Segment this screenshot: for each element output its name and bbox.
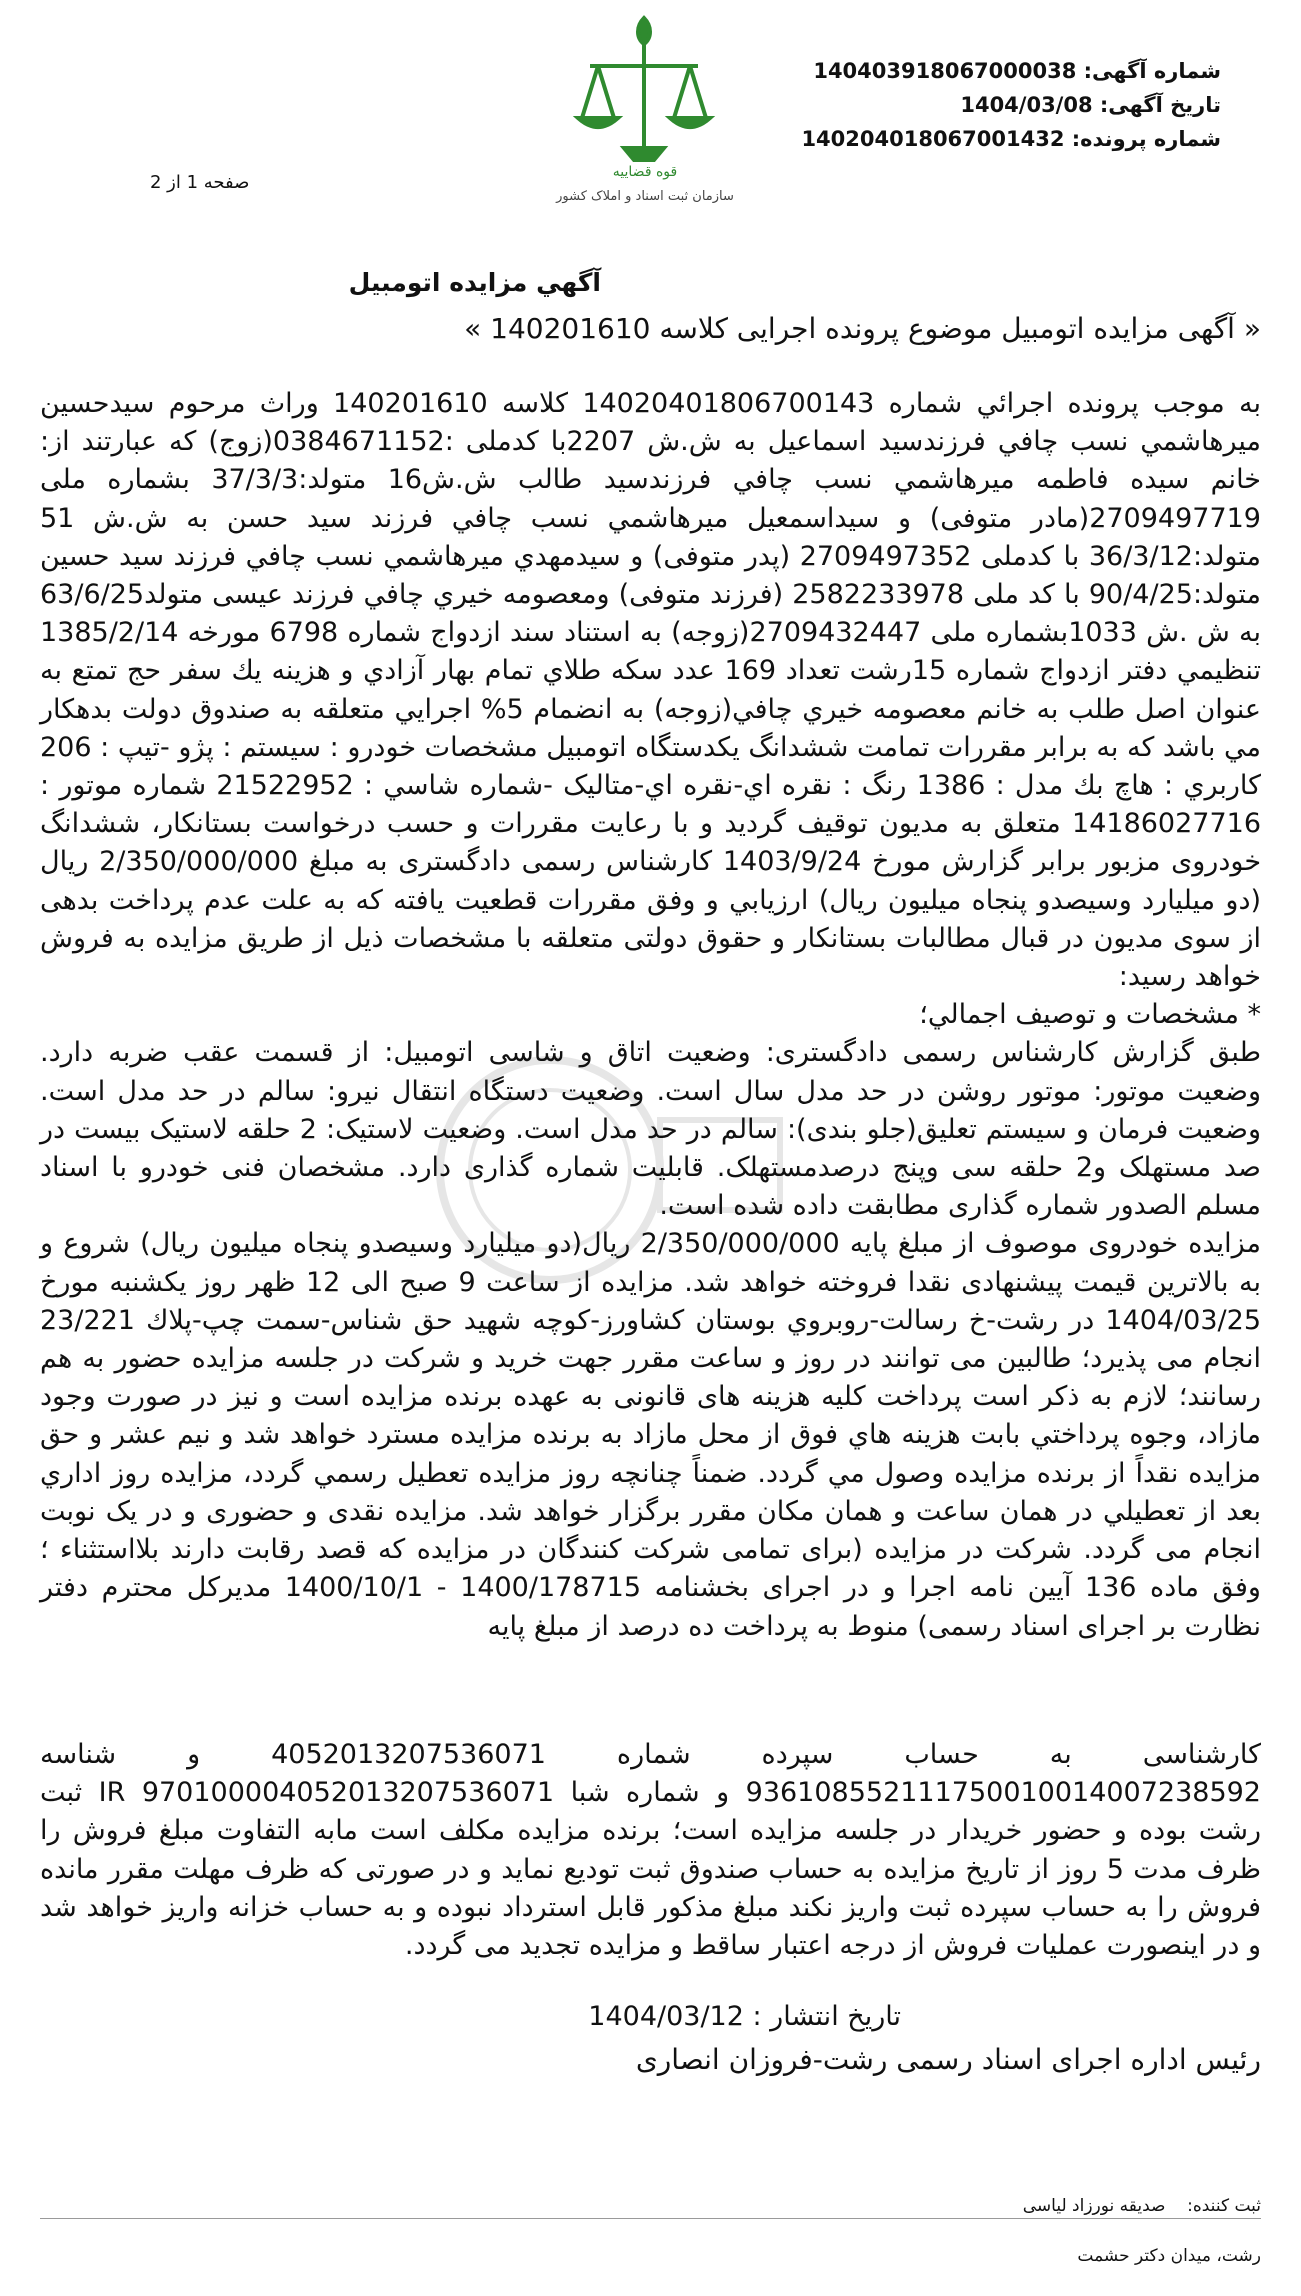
paragraph-main: به موجب پرونده اجرائي شماره 14020401806700143 کلاسه 140201610 وراث مرحوم سيدحسين ميرهاشمي نسب چافي فرزندسيد اسماعيل به ش.ش 2207با کدملی :0384671152(زوج) که عبارتند از: خانم سيده فاطمه ميرهاشمي نسب چافي فرزندسيد طالب ش.ش16 متولد:37/3/3 بشماره ملی 2709497719(مادر متوفی) و سيداسمعيل ميرهاشمي نسب چافي فرزند سيد حسن به ش.ش 51 متولد:36/3/12 با کدملی 2709497352 (پدر متوفی) و سيدمهدي ميرهاشمي نسب چافي فرزند سيد حسين متولد:90/4/25 با کد ملی 2582233978 (فرزند متوفی) ومعصومه خيري چافي فرزند عيسی متولد63/6/25 به ش .ش 1033بشماره ملی 2709432447(زوجه) به استناد سند ازدواج شماره 6798 مورخه 1385/2/14 تنظيمي دفتر ازدواج شماره 15رشت تعداد 169 عدد سکه طلاي تمام بهار آزادي و هزينه يك سفر حج تمتع به عنوان اصل طلب به خانم معصومه خيري چافي(زوجه) به انضمام 5% اجرايي متعلقه به صندوق دولت بدهکار مي باشد که به برابر مقررات تمامت ششدانگ يکدستگاه اتومبيل مشخصات خودرو : سيستم : پژو -تيپ : 206 کاربري : هاچ بك مدل : 1386 رنگ : نقره اي-نقره اي-متاليک -شماره شاسي : 21522952 شماره موتور : 14186027716 متعلق به مديون توقيف گرديد و با رعايت مقررات و حسب درخواست بستانکار، ششدانگ خودروی مزبور برابر گزارش مورخ 1403/9/24 کارشناس رسمی دادگستری به مبلغ 2/350/000/000 ريال (دو ميليارد وسيصدو پنجاه ميليون ريال) ارزيابي و وفق مقررات قطعيت يافته که به علت عدم پرداخت بدهی از سوی مديون در قبال مطالبات بستانکار و حقوق دولتی متعلقه با مشخصات ذيل از طريق مزايده به فروش خواهد رسيد: (40, 388, 1262, 993)
footer-divider (40, 2218, 1261, 2219)
notice-date: 1404/03/08 (960, 93, 1093, 117)
page-indicator: صفحه 1 از 2 (150, 172, 250, 193)
paragraph-auction: مزايده خودروی موصوف از مبلغ پايه 2/350/000/000 ريال(دو ميليارد وسيصدو پنجاه ميليون ريال) شروع و به بالاترين قيمت پيشنهادی نقدا فروخته خواهد شد. مزايده از ساعت 9 صبح الی 12 ظهر روز يکشنبه مورخ 1404/03/25 در رشت-خ رسالت-روبروي بوستان کشاورز-کوچه شهيد حق شناس-سمت چپ-پلاك 23/221 انجام می پذيرد؛ طالبين می توانند در روز و ساعت مقرر جهت خريد و شرکت در جلسه مزايده حضور به هم رسانند؛ لازم به ذکر است پرداخت کليه هزينه های قانونی به عهده برنده مزايده است و نيز در صورت وجود مازاد، وجوه پرداختي بابت هزينه هاي فوق از محل مازاد به برنده مزايده مسترد خواهد شد و نيم عشر و حق مزايده نقداً از برنده مزايده وصول مي گردد. ضمناً چنانچه روز مزايده تعطيل رسمي گردد، مزايده روز اداري بعد از تعطيلي در همان ساعت و همان مکان مقرر برگزار خواهد شد. مزايده نقدی و حضوری و در يک نوبت انجام می گردد. شرکت در مزايده (برای تمامی شرکت کنندگان در مزايده که قصد رقابت دارند بلااستثناء ؛ وفق ماده 136 آيين نامه اجرا و در اجرای بخشنامه 1400/178715 - 1400/10/1 مديرکل محترم دفتر نظارت بر اجرای اسناد رسمی) منوط به پرداخت ده درصد از مبلغ پايه (40, 1228, 1261, 1642)
notice-number-label: شماره آگهی: (1083, 59, 1221, 83)
svg-text:قوه قضاییه: قوه قضاییه (612, 164, 678, 180)
notice-meta (791, 54, 1221, 156)
svg-text:سازمان ثبت اسناد و املاک کشور: سازمان ثبت اسناد و املاک کشور (556, 189, 734, 204)
notice-number-row (791, 54, 1221, 88)
paragraph-tail: کارشناسی به حساب سپرده شماره 4052013207536071 و شناسه 936108552111750010014007238592 و شماره شبا IR 970100004052013207536071 ثبت رشت بوده و حضور خريدار در جلسه مزايده است؛ برنده مزايده مکلف است مابه التفاوت مبلغ فروش را ظرف مدت 5 روز از تاريخ مزايده به حساب صندوق ثبت توديع نمايد و در صورتی که ظرف مهلت مقرر مانده فروش را به حساب سپرده ثبت واريز نکند مبلغ مذکور قابل استرداد نبوده و به حساب خزانه واريز خواهد شد و در اينصورت عمليات فروش از درجه اعتبار ساقط و مزايده تجديد می گردد. (40, 1739, 1262, 1962)
notice-body (40, 385, 1261, 1646)
notice-date-label: تاریخ آگهی: (1099, 93, 1221, 117)
paragraph-specs: طبق گزارش کارشناس رسمی دادگستری: وضعيت اتاق و شاسی اتومبيل: از قسمت عقب ضربه دارد. وضعيت موتور: موتور روشن در حد مدل سال است. وضعيت دستگاه انتقال نيرو: سالم در حد مدل است. وضعيت فرمان و سيستم تعليق(جلو بندی): سالم در حد مدل است. وضعيت لاستيک: 2 حلقه لاستيک بيست در صد مستهلک و2 حلقه سی وپنج درصدمستهلک. قابليت شماره گذاری دارد. مشخصان فنی خودرو با اسناد مسلم الصدور شماره گذاری مطابقت داده شده است. (40, 1037, 1261, 1222)
scales-of-justice-icon (540, 8, 750, 208)
notice-title: آگهي مزايده اتومبيل (348, 268, 601, 297)
case-number-row (791, 122, 1221, 156)
case-number: 140204018067001432 (801, 127, 1065, 151)
registrar-name: صدیقه نورزاد لیاسی (1022, 2196, 1166, 2216)
signer: رئیس اداره اجرای اسناد رسمی رشت-فروزان انصاری (635, 2043, 1261, 2076)
publication-label: تاریخ انتشار : (752, 2001, 901, 2032)
notice-date-row (791, 88, 1221, 122)
notice-number: 140403918067000038 (813, 59, 1077, 83)
spec-heading: * مشخصات و توصيف اجمالي؛ (919, 999, 1261, 1031)
registrar (1023, 2196, 1261, 2216)
case-number-label: شماره پرونده: (1071, 127, 1221, 151)
judiciary-emblem (540, 8, 750, 208)
registrar-label: ثبت کننده: (1187, 2196, 1261, 2216)
publication-date-row (588, 2001, 901, 2032)
publication-date: 1404/03/12 (588, 2001, 744, 2032)
notice-subtitle: « آگهی مزایده اتومبیل موضوع پرونده اجرایی کلاسه 140201610 » (464, 312, 1261, 345)
address: رشت، میدان دکتر حشمت (1077, 2246, 1261, 2266)
